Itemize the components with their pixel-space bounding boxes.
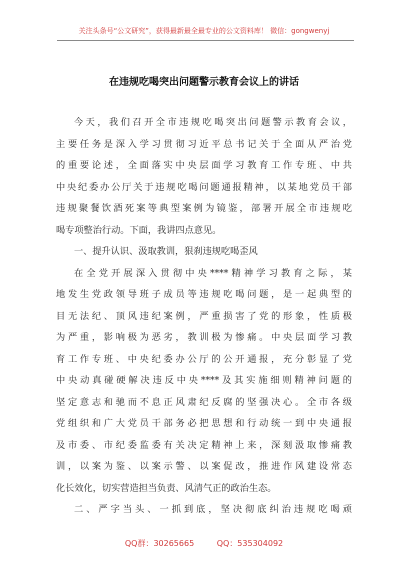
paragraph-line: 今天，我们召开全市违规吃喝突出问题警示教育会议， — [74, 117, 352, 128]
paragraph-line: 为严重，影响极为恶劣，教训极为惨痛。中央层面学习教 — [56, 332, 352, 343]
paragraph-line: 的重要论述，全面落实中央层面学习教育工作专班、中共 — [56, 160, 352, 171]
paragraph-line: 地发生党政领导班子成员等违规吃喝问题，是一起典型的 — [56, 289, 352, 300]
paragraph-line: 违规聚餐饮酒死案等典型案例为镜鉴，部署开展全市违规吃 — [56, 203, 352, 214]
section-heading: 二、严字当头、一抓到底，坚决彻底纠治违规吃喝顽 — [74, 504, 352, 515]
qq-number: QQ：535304092 — [216, 539, 284, 548]
document-title: 在违规吃喝突出问题警示教育会议上的讲话 — [109, 77, 299, 88]
paragraph-line: 中央动真碰硬解决违反中央****及其实施细则精神问题的 — [56, 375, 352, 386]
section-heading: 一、提升认识、汲取教训，狠刹违规吃喝歪风 — [74, 246, 258, 257]
paragraph-line: 目无法纪、顶风违纪案例，严重损害了党的形象，性质极 — [56, 310, 352, 322]
paragraph-line: 主要任务是深入学习贯彻习近平总书记关于全面从严治党 — [56, 138, 352, 150]
document-body — [56, 112, 352, 521]
paragraph-line: 化长效化，切实营造担当负责、风清气正的政治生态。 — [56, 482, 277, 494]
header-divider — [57, 40, 354, 41]
paragraph-line: 坚定意志和驰而不息正风肃纪反腐的坚强决心。全市各级 — [56, 396, 352, 408]
paragraph-line: 中央纪委办公厅关于违规吃喝问题通报精神，以某地党员干部 — [56, 181, 352, 193]
paragraph-line: 及市委、市纪委监委有关决定精神上来，深刻汲取惨痛教 — [56, 439, 352, 451]
paragraph-line: 训，以案为鉴、以案示警、以案促改，推进作风建设常态 — [56, 461, 352, 472]
footer-contact — [0, 538, 408, 549]
paragraph-line: 党组织和广大党员干部务必把思想和行动统一到中央通报 — [56, 418, 352, 429]
header-note: 关注头条号“公文研究”，获得最新最全最专业的公文资料库！ 微信：gongwenyj — [78, 27, 330, 35]
paragraph-line: 喝专项整治行动。下面，我讲四点意见。 — [56, 224, 222, 236]
paragraph-line: 育工作专班、中央纪委办公厅的公开通报，充分彰显了党 — [56, 353, 352, 365]
qq-group-number: QQ群：30265665 — [124, 539, 195, 548]
paragraph-line: 在全党开展深入贯彻中央****精神学习教育之际，某 — [74, 267, 352, 279]
